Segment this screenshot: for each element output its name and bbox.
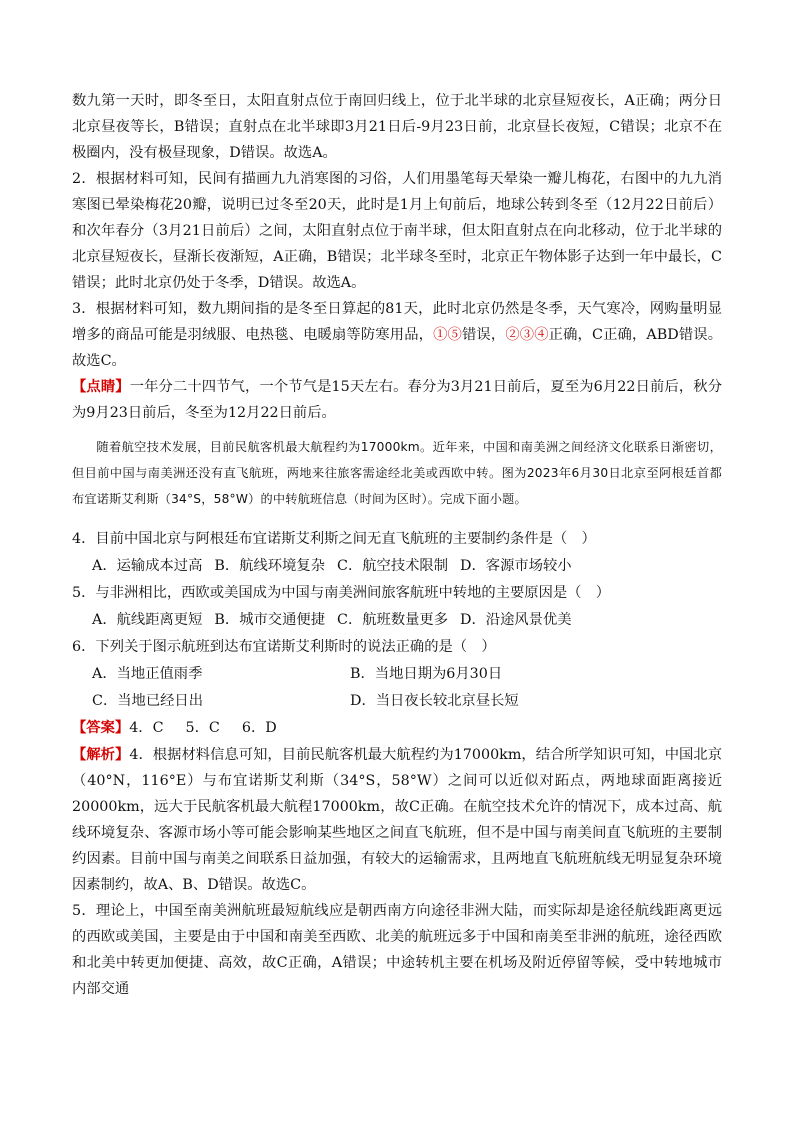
option-a: A．航线距离更短 <box>92 612 203 628</box>
analysis-4-text: 4．根据材料信息可知，目前民航客机最大航程约为17000km，结合所学知识可知，中国北京（40°N，116°E）与布宜诺斯艾利斯（34°S，58°W）之间可以近似对跖点，两地球面距离接近20000km，远大于民航客机最大航程17000km，故C正确。在航空技术允许的情况下，成本过高、航线环境复杂、客源市场小等可能会影响某些地区之间直飞航班，但不是中国与南美间直飞航班的主要制约因素。目前中国与南美之间联系日益加强，有较大的运输需求，且两地直飞航班航线无明显复杂环境因素制约，故A、B、D错误。故选C。 <box>72 747 723 893</box>
question-6-options-row1 <box>72 661 722 688</box>
q3-text-a: 3．根据材料可知，数九期间指的是冬至日算起的81天，此时北京仍然是冬季，天气寒冷，网购量明显增多的商品可能是羽绒服、电热毯、电暖扇等防寒用品， <box>72 301 722 343</box>
option-b: B．城市交通便捷 <box>214 612 325 628</box>
question-4: 4．目前中国北京与阿根廷布宜诺斯艾利斯之间无直飞航班的主要制约条件是（ ） <box>72 531 596 547</box>
answer-5: 5．C <box>185 720 220 736</box>
analysis-label: 【解析】 <box>72 747 130 763</box>
option-c: C．当地已经日出 <box>92 693 204 709</box>
option-c: C．航空技术限制 <box>337 558 449 574</box>
analysis-q3-paragraph <box>72 296 722 374</box>
question-4-options <box>72 553 722 580</box>
analysis-q2-paragraph: 2．根据材料可知，民间有描画九九消寒图的习俗，人们用墨笔每天晕染一瓣儿梅花，右图中的九九消寒图已晕染梅花20瓣，说明已过冬至20天，此时是1月上旬前后，地球公转到冬至（12月22日前后）和次年春分（3月21日前后）之间，太阳直射点位于南半球，但太阳直射点在向北移动，位于北半球的北京昼短夜长，昼渐长夜渐短，A正确，B错误；北半球冬至时，北京正午物体影子达到一年中最长，C错误；此时北京仍处于冬季，D错误。故选A。 <box>72 171 722 291</box>
answer-label: 【答案】 <box>72 720 130 736</box>
answer-4: 4．C <box>129 720 164 736</box>
document-page <box>72 88 722 1002</box>
tip-label: 【点睛】 <box>72 379 130 395</box>
question-5-options <box>72 607 722 634</box>
q3-text-d: 正确，C正确，ABD错误。故选C。 <box>72 327 723 369</box>
option-d: D．当日夜长较北京昼长短 <box>350 693 519 709</box>
option-a: A．运输成本过高 <box>92 558 203 574</box>
tip-text: 一年分二十四节气，一个节气是15天左右。春分为3月21日前后，夏至为6月22日前后，秋分为9月23日前后，冬至为12月22日前后。 <box>72 379 723 421</box>
option-c: C．航班数量更多 <box>337 612 449 628</box>
option-b: B．当地日期为6月30日 <box>350 666 503 682</box>
q3-circled-right: ②③④ <box>505 327 549 343</box>
option-a: A．当地正值雨季 <box>92 666 203 682</box>
option-d: D．沿途风景优美 <box>460 612 572 628</box>
q3-text-b: 错误， <box>461 327 506 343</box>
question-6-options-row2 <box>72 688 722 715</box>
option-b: B．航线环境复杂 <box>214 558 325 574</box>
question-5: 5．与非洲相比，西欧或美国成为中国与南美洲间旅客航班中转地的主要原因是（ ） <box>72 585 611 601</box>
analysis-4-paragraph <box>72 742 722 898</box>
analysis-q1-paragraph: 数九第一天时，即冬至日，太阳直射点位于南回归线上，位于北半球的北京昼短夜长，A正确；两分日北京昼夜等长，B错误；直射点在北半球即3月21日后-9月23日前，北京昼长夜短，C错误；北京不在极圈内，没有极昼现象，D错误。故选A。 <box>72 93 722 161</box>
answer-6: 6．D <box>241 720 277 736</box>
option-d: D．客源市场较小 <box>460 558 572 574</box>
tip-paragraph <box>72 374 722 426</box>
answer-line <box>72 715 722 742</box>
q3-circled-wrong: ①⑤ <box>433 327 462 343</box>
material-paragraph: 随着航空技术发展，目前民航客机最大航程约为17000km。近年来，中国和南美洲之间经济文化联系日渐密切，但目前中国与南美洲还没有直飞航班，两地来往旅客需途经北美或西欧中转。图为2023年6月30日北京至阿根廷首都布宜诺斯艾利斯（34°S，58°W）的中转航班信息（时间为区时）。完成下面小题。 <box>72 440 722 506</box>
question-6: 6．下列关于图示航班到达布宜诺斯艾利斯时的说法正确的是（ ） <box>72 639 496 655</box>
analysis-5-paragraph: 5．理论上，中国至南美洲航班最短航线应是朝西南方向途径非洲大陆，而实际却是途径航线距离更远的西欧或美国，主要是由于中国和南美至西欧、北美的航班远多于中国和南美至非洲的航班，途径西欧和北美中转更加便捷、高效，故C正确，A错误；中途转机主要在机场及附近停留等候，受中转地城市内部交通 <box>72 903 722 997</box>
